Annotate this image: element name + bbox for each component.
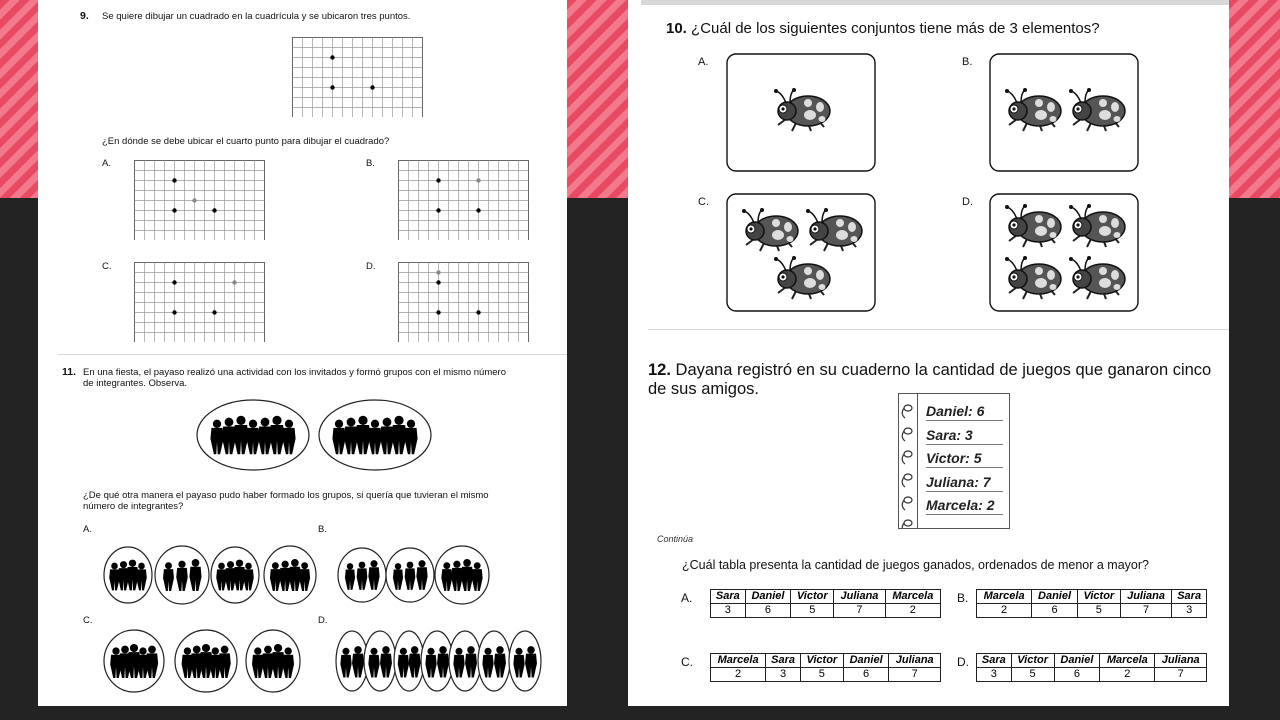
question-10-text: ¿Cuál de los siguientes conjuntos tiene más de 3 elementos? — [691, 20, 1100, 37]
table-header-cell: Marcela — [1100, 654, 1155, 668]
table-header-cell: Marcela — [977, 590, 1032, 604]
candidate-point — [476, 178, 480, 182]
grid-point — [476, 208, 480, 212]
spiral-ring — [904, 428, 912, 434]
table-header-row — [711, 590, 941, 604]
q9-option-a-label: A. — [102, 158, 111, 169]
table-cell: 5 — [1077, 604, 1120, 618]
grid-point — [172, 178, 176, 182]
q9-option-b-label: B. — [366, 158, 375, 169]
table-cell: 3 — [977, 668, 1012, 682]
table-header-cell: Daniel — [843, 654, 889, 668]
question-9-text: Se quiere dibujar un cuadrado en la cuadrícula y se ubicaron tres puntos. — [102, 11, 411, 22]
table-header-cell: Juliana — [834, 590, 886, 604]
question-9-main-grid — [292, 37, 424, 117]
table-header-cell: Victor — [791, 590, 834, 604]
q10-option-b-label: B. — [962, 56, 973, 68]
table-cell: 6 — [1032, 604, 1078, 618]
table-cell: 5 — [800, 668, 843, 682]
table-cell: 6 — [745, 604, 791, 618]
question-12-number: 12. — [648, 361, 671, 379]
table-cell: 3 — [1172, 604, 1207, 618]
grid-point — [212, 208, 216, 212]
table-cell: 5 — [1011, 668, 1054, 682]
grid-point — [370, 85, 374, 89]
grid-point — [172, 310, 176, 314]
grid-point — [436, 178, 440, 182]
notebook-margin — [917, 394, 918, 528]
table-cell: 2 — [1100, 668, 1155, 682]
exam-page-left — [38, 0, 567, 706]
table-cell: 6 — [843, 668, 889, 682]
spiral-ring — [904, 497, 912, 503]
q9-option-c-label: C. — [102, 261, 112, 272]
table-cell: 3 — [711, 604, 746, 618]
table-cell: 7 — [1120, 604, 1172, 618]
q11-option-b-groups[interactable] — [336, 544, 496, 606]
q12-option-d-label: D. — [957, 655, 969, 669]
question-10-number: 10. — [666, 20, 687, 37]
q9-option-a-grid[interactable] — [134, 160, 266, 240]
grid-point — [330, 55, 334, 59]
table-header-row — [977, 590, 1207, 604]
grid-point — [436, 208, 440, 212]
table-header-cell: Sara — [977, 654, 1012, 668]
question-9-number: 9. — [80, 10, 89, 22]
q12-option-c-label: C. — [681, 655, 693, 669]
q12-option-d-table[interactable] — [976, 653, 1207, 682]
question-12-prompt: ¿Cuál tabla presenta la cantidad de juegos ganados, ordenados de menor a mayor? — [682, 558, 1149, 572]
q9-option-b-grid[interactable] — [398, 160, 530, 240]
notebook-entry: Daniel: 6 — [926, 402, 1003, 421]
table-header-cell: Sara — [766, 654, 801, 668]
striped-background-middle — [567, 0, 628, 198]
table-header-cell: Marcela — [885, 590, 940, 604]
q11-option-b-label: B. — [318, 524, 327, 535]
grid-point — [172, 208, 176, 212]
q10-option-d-box[interactable] — [989, 193, 1141, 314]
table-header-row — [711, 654, 941, 668]
table-header-cell: Sara — [711, 590, 746, 604]
question-11-text-line2: de integrantes. Observa. — [83, 378, 188, 389]
table-cell: 2 — [711, 668, 766, 682]
question-11-prompt-line1: ¿De qué otra manera el payaso pudo haber formado los grupos, si quería que tuvieran el mismo — [83, 490, 489, 501]
table-cell: 7 — [834, 604, 886, 618]
table-cell: 2 — [885, 604, 940, 618]
q9-option-d-label: D. — [366, 261, 376, 272]
table-header-cell: Victor — [1011, 654, 1054, 668]
q11-option-c-label: C. — [83, 615, 93, 626]
q11-option-a-label: A. — [83, 524, 92, 535]
q10-option-a-label: A. — [698, 56, 709, 68]
continue-label: Continúa — [657, 534, 694, 544]
q10-option-a-box[interactable] — [726, 53, 878, 174]
q11-option-a-groups[interactable] — [102, 544, 318, 606]
grid-point — [330, 85, 334, 89]
table-cell: 7 — [1155, 668, 1207, 682]
question-10-heading — [666, 20, 1100, 37]
table-header-cell: Daniel — [745, 590, 791, 604]
table-header-cell: Juliana — [1120, 590, 1172, 604]
grid-point — [436, 280, 440, 284]
table-row — [977, 668, 1207, 682]
question-11-prompt-line2: número de integrantes? — [83, 501, 184, 512]
grid-point — [212, 310, 216, 314]
spiral-ring — [904, 405, 912, 411]
table-header-cell: Juliana — [1155, 654, 1207, 668]
table-cell: 5 — [791, 604, 834, 618]
table-header-cell: Juliana — [889, 654, 941, 668]
candidate-point — [192, 198, 196, 202]
spiral-ring — [904, 474, 912, 480]
table-header-cell: Marcela — [711, 654, 766, 668]
notebook — [898, 393, 1010, 529]
question-9-prompt: ¿En dónde se debe ubicar el cuarto punto para dibujar el cuadrado? — [102, 136, 390, 147]
q12-option-b-table[interactable] — [976, 589, 1207, 618]
exam-page-right — [628, 0, 1229, 706]
table-header-cell: Sara — [1172, 590, 1207, 604]
q9-option-d-grid[interactable] — [398, 262, 530, 342]
spiral-ring — [904, 451, 912, 457]
divider — [648, 329, 1229, 330]
grid-point — [436, 310, 440, 314]
table-header-cell: Victor — [1077, 590, 1120, 604]
grid-point — [172, 280, 176, 284]
striped-background-left — [0, 0, 38, 198]
q11-option-c-groups[interactable] — [102, 628, 302, 694]
q10-option-d-label: D. — [962, 196, 973, 208]
table-row — [711, 604, 941, 618]
notebook-entry: Juliana: 7 — [926, 473, 1003, 492]
q10-option-b-box[interactable] — [989, 53, 1141, 174]
table-cell: 6 — [1054, 668, 1100, 682]
notebook-entry: Sara: 3 — [926, 426, 1003, 445]
question-11-text-line1: En una fiesta, el payaso realizó una actividad con los invitados y formó grupos con el mismo número — [83, 367, 506, 378]
spiral-ring — [904, 520, 912, 526]
q10-option-c-box[interactable] — [726, 193, 878, 314]
q12-option-c-table[interactable] — [710, 653, 941, 682]
table-cell: 3 — [766, 668, 801, 682]
table-row — [977, 604, 1207, 618]
q12-option-b-label: B. — [957, 591, 969, 605]
table-cell: 2 — [977, 604, 1032, 618]
q10-option-c-label: C. — [698, 196, 709, 208]
table-header-row — [977, 654, 1207, 668]
q11-original-groups — [196, 398, 436, 472]
top-border — [641, 0, 1229, 5]
question-12-text: Dayana registró en su cuaderno la cantidad de juegos que ganaron cinco de sus amigos. — [648, 361, 1212, 398]
question-11-number: 11. — [62, 366, 77, 378]
candidate-point — [436, 270, 440, 274]
q12-option-a-label: A. — [681, 591, 693, 605]
grid-point — [476, 310, 480, 314]
q12-option-a-table[interactable] — [710, 589, 941, 618]
table-row — [711, 668, 941, 682]
divider — [58, 354, 567, 355]
q11-option-d-label: D. — [318, 615, 328, 626]
q9-option-c-grid[interactable] — [134, 262, 266, 342]
table-header-cell: Daniel — [1032, 590, 1078, 604]
striped-background-right — [1229, 0, 1280, 198]
notebook-entry: Victor: 5 — [926, 449, 1003, 468]
table-header-cell: Victor — [800, 654, 843, 668]
q11-option-d-groups[interactable] — [334, 628, 550, 694]
candidate-point — [232, 280, 236, 284]
table-header-cell: Daniel — [1054, 654, 1100, 668]
table-cell: 7 — [889, 668, 941, 682]
notebook-entry: Marcela: 2 — [926, 496, 1003, 515]
